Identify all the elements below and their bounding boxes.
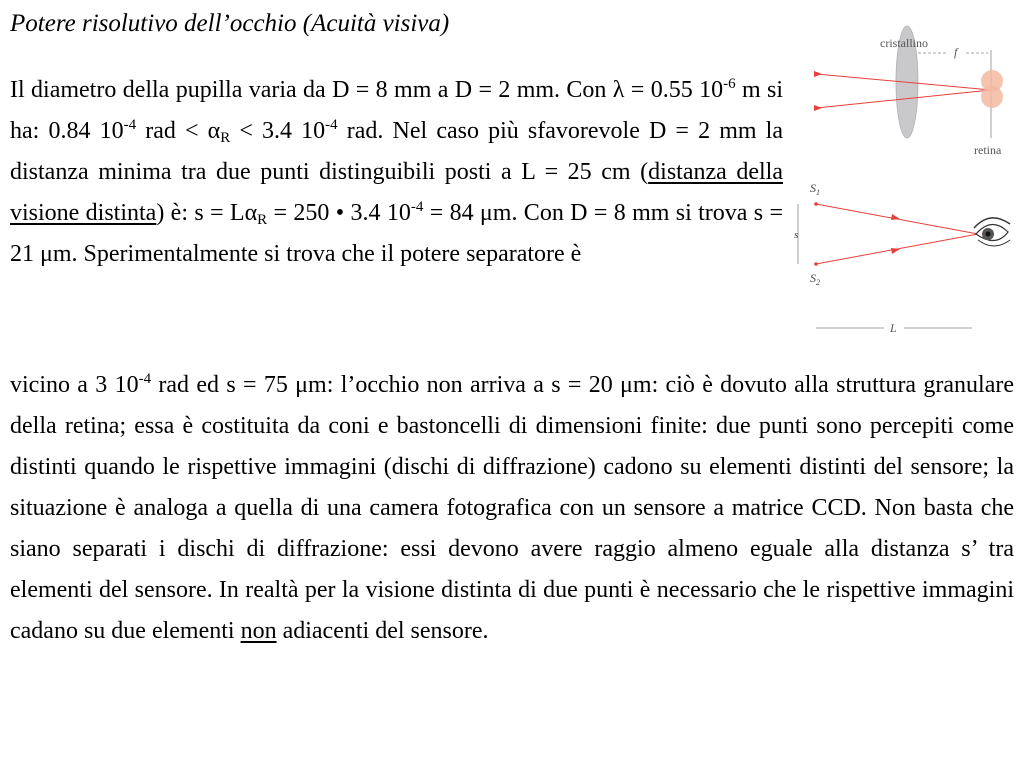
mu-symbol: μ <box>295 372 309 398</box>
ray-arrow-s1 <box>891 214 900 220</box>
s1-label: $S_1$ <box>810 181 820 197</box>
lens-label: cristallino <box>880 36 928 50</box>
exponent: -6 <box>723 76 736 92</box>
text-run: rad < <box>136 118 208 144</box>
text-run: ) è: s = L <box>156 200 245 226</box>
s-label: s <box>794 229 799 241</box>
text-run: m si ha: 0.84 10 <box>10 77 783 144</box>
focal-label: f <box>954 45 958 59</box>
exponent: -4 <box>138 371 152 387</box>
exponent: -4 <box>325 117 338 133</box>
text-run: m: l’occhio non arriva a s = 20 <box>308 372 621 398</box>
text-run: m. Sperimentalmente si trova che il potere separatore è <box>52 241 582 267</box>
distinct-vision-link[interactable]: distanza della visione distinta <box>10 159 784 226</box>
text-run: < 3.4 10 <box>230 118 326 144</box>
slide-title: Potere risolutivo dell’occhio (Acuità visiva) <box>10 10 450 37</box>
mu-symbol: μ <box>40 241 53 267</box>
ray-arrow-s2 <box>891 248 900 254</box>
subscript: R <box>257 212 268 228</box>
text-run: = 0.55 10 <box>624 77 724 103</box>
s2-label: $S_2$ <box>810 271 820 287</box>
text-run: = 84 <box>423 200 480 226</box>
ray-arrow-lower <box>814 105 822 111</box>
text-run: m. Con D = 8 mm si trova s = 21 <box>10 200 783 267</box>
lambda-symbol: λ <box>612 77 625 103</box>
paragraph-1 <box>10 70 783 275</box>
text-run: rad. Nel caso più sfavorevole D = 2 mm la distanza minima tra due punti distinguibili posti a L = 25 cm ( <box>10 118 783 185</box>
alpha-symbol: α <box>244 200 258 226</box>
mu-symbol: μ <box>479 200 493 226</box>
text-run: vicino a 3 10 <box>10 372 139 398</box>
alpha-symbol: α <box>207 118 221 144</box>
L-label: L <box>890 321 897 335</box>
text-run: rad ed s = 75 <box>151 372 296 398</box>
paragraph-2 <box>10 365 1014 652</box>
resolution-geometry-figure <box>794 176 1016 336</box>
exponent: -4 <box>410 199 424 215</box>
mu-symbol: μ <box>620 372 633 398</box>
ray-arrow-upper <box>814 71 822 77</box>
eye-optics-figure <box>806 30 1016 190</box>
subscript: R <box>220 130 231 146</box>
exponent: -4 <box>123 117 137 133</box>
underlined-non: non <box>240 618 277 644</box>
text-run: Il diametro della pupilla varia da D = 8 mm a D = 2 mm. Con <box>10 77 613 103</box>
text-run: adiacenti del sensore. <box>276 618 489 644</box>
image-spot-lower <box>981 86 1003 108</box>
text-run: m: ciò è dovuto alla struttura granulare della retina; essa è costituita da coni e bastoncelli di dimensioni finite: due punti sono percepiti come distinti quando le rispettive immagini (dischi di diffrazione) cadono su elementi distinti del sensore; la situazione è analoga a quella di una camera fotografica con un sensore a matrice CCD. Non basta che siano separati i dischi di diffrazione: essi devono avere raggio almeno eguale alla distanza s’ tra elementi del sensore. In realtà per la visione distinta di due punti è necessario che le rispettive immagini cadano su due elementi <box>10 372 1015 644</box>
retina-label: retina <box>974 143 1002 157</box>
text-run: = 250 • 3.4 10 <box>267 200 411 226</box>
eye-icon <box>974 218 1010 246</box>
